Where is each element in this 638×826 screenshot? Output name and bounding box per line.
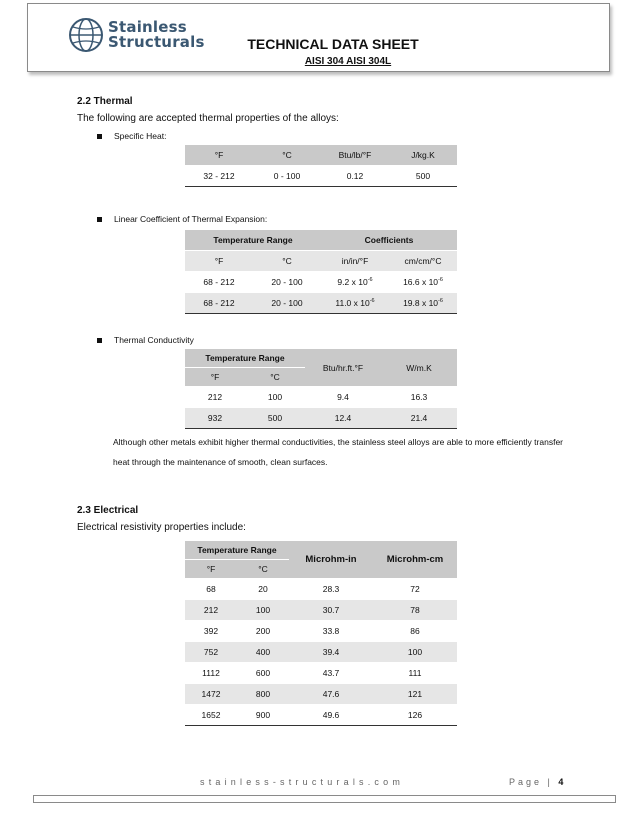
thermal-intro: The following are accepted thermal properties of the alloys: [77, 113, 339, 124]
page-header [27, 3, 610, 72]
table-cell: 600 [237, 663, 289, 684]
table-cell: 0 - 100 [253, 166, 321, 187]
table-cell: 121 [373, 684, 457, 705]
thermal-expansion-table [185, 230, 457, 314]
col-header: Microhm-cm [373, 541, 457, 579]
electrical-resistivity-table [185, 541, 457, 726]
footer-box [33, 795, 616, 803]
bullet-label: Linear Coefficient of Thermal Expansion: [114, 214, 268, 224]
logo-line-2: Structurals [108, 33, 205, 51]
section-heading-thermal: 2.2 Thermal [77, 96, 133, 107]
table-cell: 33.8 [289, 621, 373, 642]
table-row [185, 579, 457, 600]
table-cell: 47.6 [289, 684, 373, 705]
table-cell: 0.12 [321, 166, 389, 187]
col-header: Btu/hr.ft.°F [305, 349, 381, 387]
table-cell: 800 [237, 684, 289, 705]
table-cell: 392 [185, 621, 237, 642]
table-cell: 500 [245, 408, 305, 429]
coefficient-exponent: -6 [438, 298, 443, 305]
col-header: in/in/°F [321, 251, 389, 272]
table-cell: 1112 [185, 663, 237, 684]
table-cell [389, 293, 457, 314]
table-row [185, 663, 457, 684]
col-header: °C [253, 251, 321, 272]
table-cell: 9.4 [305, 387, 381, 408]
table-cell: 400 [237, 642, 289, 663]
col-header: W/m.K [381, 349, 457, 387]
table-cell: 500 [389, 166, 457, 187]
table-cell [321, 272, 389, 293]
table-cell: 212 [185, 600, 237, 621]
table-row [185, 166, 457, 187]
globe-icon [68, 17, 104, 53]
bullet-label: Specific Heat: [114, 131, 167, 141]
bullet-marker [97, 338, 102, 343]
table-cell: 1472 [185, 684, 237, 705]
table-cell: 752 [185, 642, 237, 663]
coefficient-base: 16.6 x 10 [403, 277, 439, 287]
bullet-thermal-conductivity [97, 335, 194, 345]
table-cell: 212 [185, 387, 245, 408]
table-cell: 100 [237, 600, 289, 621]
table-cell: 100 [373, 642, 457, 663]
table-row [185, 272, 457, 293]
table-cell: 1652 [185, 705, 237, 726]
table-cell: 28.3 [289, 579, 373, 600]
col-header: °F [185, 368, 245, 387]
page-number: 4 [558, 777, 564, 787]
coefficient-base: 9.2 x 10 [337, 277, 368, 287]
bullet-marker [97, 217, 102, 222]
col-header: cm/cm/°C [389, 251, 457, 272]
coefficient-base: 11.0 x 10 [335, 298, 370, 308]
table-cell: 111 [373, 663, 457, 684]
bullet-marker [97, 134, 102, 139]
col-header: Btu/lb/°F [321, 145, 389, 166]
table-cell: 100 [245, 387, 305, 408]
table-cell: 20 - 100 [253, 272, 321, 293]
table-row [185, 705, 457, 726]
electrical-intro: Electrical resistivity properties include: [77, 522, 246, 533]
group-header: Temperature Range [185, 541, 289, 560]
table-row [185, 684, 457, 705]
table-cell: 12.4 [305, 408, 381, 429]
table-cell: 20 - 100 [253, 293, 321, 314]
table-cell [389, 272, 457, 293]
table-row [185, 600, 457, 621]
table-cell: 72 [373, 579, 457, 600]
table-row [185, 387, 457, 408]
group-header: Temperature Range [185, 230, 321, 251]
col-header: °F [185, 560, 237, 579]
page-label: Page | [509, 777, 553, 787]
thermal-note: Although other metals exhibit higher thermal conductivities, the stainless steel alloys are able to more efficiently transfer heat through the maintenance of smooth, clean surfaces. [113, 437, 563, 467]
table-cell: 932 [185, 408, 245, 429]
footer-website: stainless-structurals.com [200, 777, 405, 787]
thermal-conductivity-table [185, 349, 457, 429]
footer-page-indicator [509, 777, 563, 787]
col-header: Microhm-in [289, 541, 373, 579]
col-header: °C [253, 145, 321, 166]
coefficient-exponent: -6 [367, 277, 373, 284]
table-cell: 86 [373, 621, 457, 642]
document-subtitle: AISI 304 AISI 304L [304, 56, 392, 67]
bullet-thermal-expansion [97, 214, 267, 224]
group-header: Coefficients [321, 230, 457, 251]
table-row [185, 293, 457, 314]
table-cell: 39.4 [289, 642, 373, 663]
table-cell: 68 - 212 [185, 272, 253, 293]
table-row [185, 642, 457, 663]
table-cell: 43.7 [289, 663, 373, 684]
coefficient-base: 19.8 x 10 [403, 298, 439, 308]
table-cell: 200 [237, 621, 289, 642]
bullet-label: Thermal Conductivity [114, 335, 194, 345]
table-cell: 68 - 212 [185, 293, 253, 314]
table-cell [321, 293, 389, 314]
table-cell: 126 [373, 705, 457, 726]
specific-heat-table [185, 145, 457, 187]
col-header: °F [185, 145, 253, 166]
group-header: Temperature Range [185, 349, 305, 368]
logo-line-1: Stainless [108, 18, 187, 36]
table-cell: 68 [185, 579, 237, 600]
table-cell: 21.4 [381, 408, 457, 429]
coefficient-exponent: -6 [438, 277, 443, 284]
table-cell: 16.3 [381, 387, 457, 408]
table-row [185, 408, 457, 429]
table-cell: 900 [237, 705, 289, 726]
section-heading-electrical: 2.3 Electrical [77, 505, 139, 516]
col-header: °C [245, 368, 305, 387]
col-header: J/kg.K [389, 145, 457, 166]
document-title: TECHNICAL DATA SHEET [247, 36, 419, 52]
table-cell: 78 [373, 600, 457, 621]
bullet-specific-heat [97, 131, 166, 141]
table-cell: 30.7 [289, 600, 373, 621]
coefficient-exponent: -6 [369, 298, 375, 305]
table-row [185, 621, 457, 642]
col-header: °C [237, 560, 289, 579]
table-cell: 49.6 [289, 705, 373, 726]
col-header: °F [185, 251, 253, 272]
table-cell: 32 - 212 [185, 166, 253, 187]
table-cell: 20 [237, 579, 289, 600]
